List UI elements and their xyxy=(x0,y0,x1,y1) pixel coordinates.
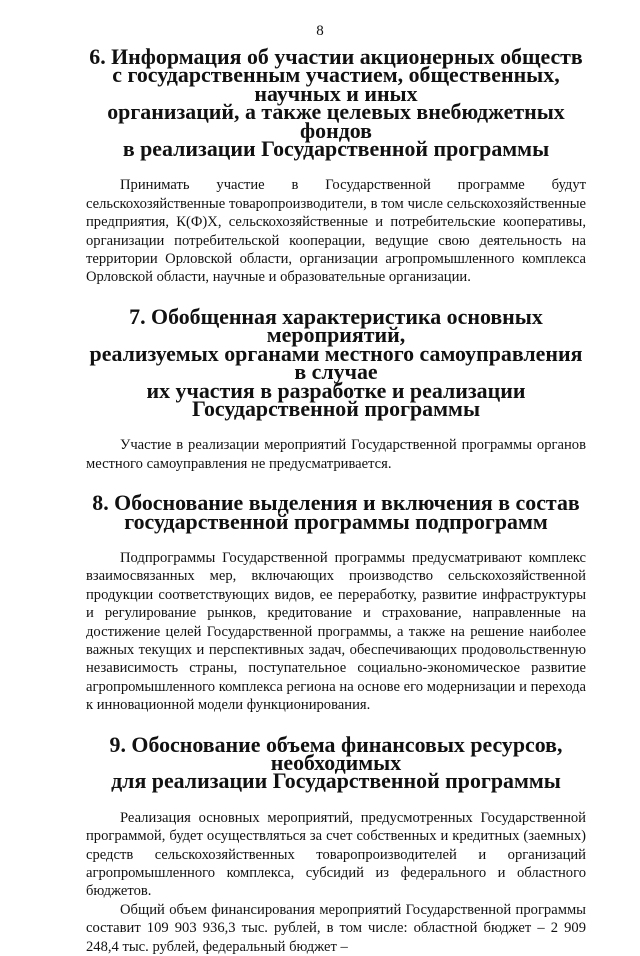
section-6-heading xyxy=(86,44,586,162)
section-9-paragraph-2: Общий объем финансирования мероприятий Государственной программы составит 109 903 936,3 тыс. рублей, в том числе: областной бюджет – 2 909 248,4 тыс. рублей, федеральный бюджет – xyxy=(86,901,586,955)
section-8-paragraph: Подпрограммы Государственной программы предусматривают комплекс взаимосвязанных мер, включающих производство сельскохозяйственной продукции соответствующих видов, ее переработку, развитие инфраструктуры и регулирование рынков, кредитование и страхование, направленные на достижение целей Государственной программы, а также на решение наиболее важных текущих и перспективных задач, обеспечивающих продовольственную независимость страны, поступательное социально-экономическое развитие агропромышленного комплекса региона на основе его модернизации и перехода к инновационной модели функционирования. xyxy=(86,549,586,714)
heading-line: государственной программы подпрограмм xyxy=(124,508,548,534)
section-8-heading xyxy=(86,490,586,534)
heading-line: их участия в разработке и реализации xyxy=(146,377,526,403)
heading-line: 8. Обоснование выделения и включения в состав xyxy=(92,490,580,516)
section-9-heading xyxy=(86,731,586,794)
heading-line: реализуемых органами местного самоуправления в случае xyxy=(89,340,583,385)
section-6-paragraph: Принимать участие в Государственной программе будут сельскохозяйственные товаропроизводители, в том числе сельскохозяйственные предприятия, К(Ф)Х, сельскохозяйственные и потребительские кооперативы, организации потребительской кооперации, ведущие свою деятельность на территории Орловской области, организации агропромышленного комплекса Орловской области, научные и образовательные организации. xyxy=(86,177,586,286)
heading-line: организаций, а также целевых внебюджетных фондов xyxy=(107,99,565,143)
heading-line: 7. Обобщенная характеристика основных мероприятий, xyxy=(129,303,543,348)
heading-line: для реализации Государственной программы xyxy=(111,768,561,794)
page-number: 8 xyxy=(316,23,324,39)
heading-line: 6. Информация об участии акционерных обществ xyxy=(89,44,583,69)
document-body xyxy=(86,44,586,956)
heading-line: в реализации Государственной программы xyxy=(122,136,550,162)
section-7-heading xyxy=(86,303,586,421)
heading-line: 9. Обоснование объема финансовых ресурсов, необходимых xyxy=(109,731,563,775)
heading-line: Государственной программы xyxy=(191,395,481,421)
section-7-paragraph: Участие в реализации мероприятий Государственной программы органов местного самоуправления не предусматривается. xyxy=(86,437,586,472)
section-9-paragraph-1: Реализация основных мероприятий, предусмотренных Государственной программой, будет осуществляться за счет собственных и кредитных (заемных) средств сельскохозяйственных товаропроизводителей и организаций агропромышленного комплекса, субсидий из федерального и областного бюджетов. xyxy=(86,809,586,900)
heading-line: с государственным участием, общественных, научных и иных xyxy=(112,62,560,106)
